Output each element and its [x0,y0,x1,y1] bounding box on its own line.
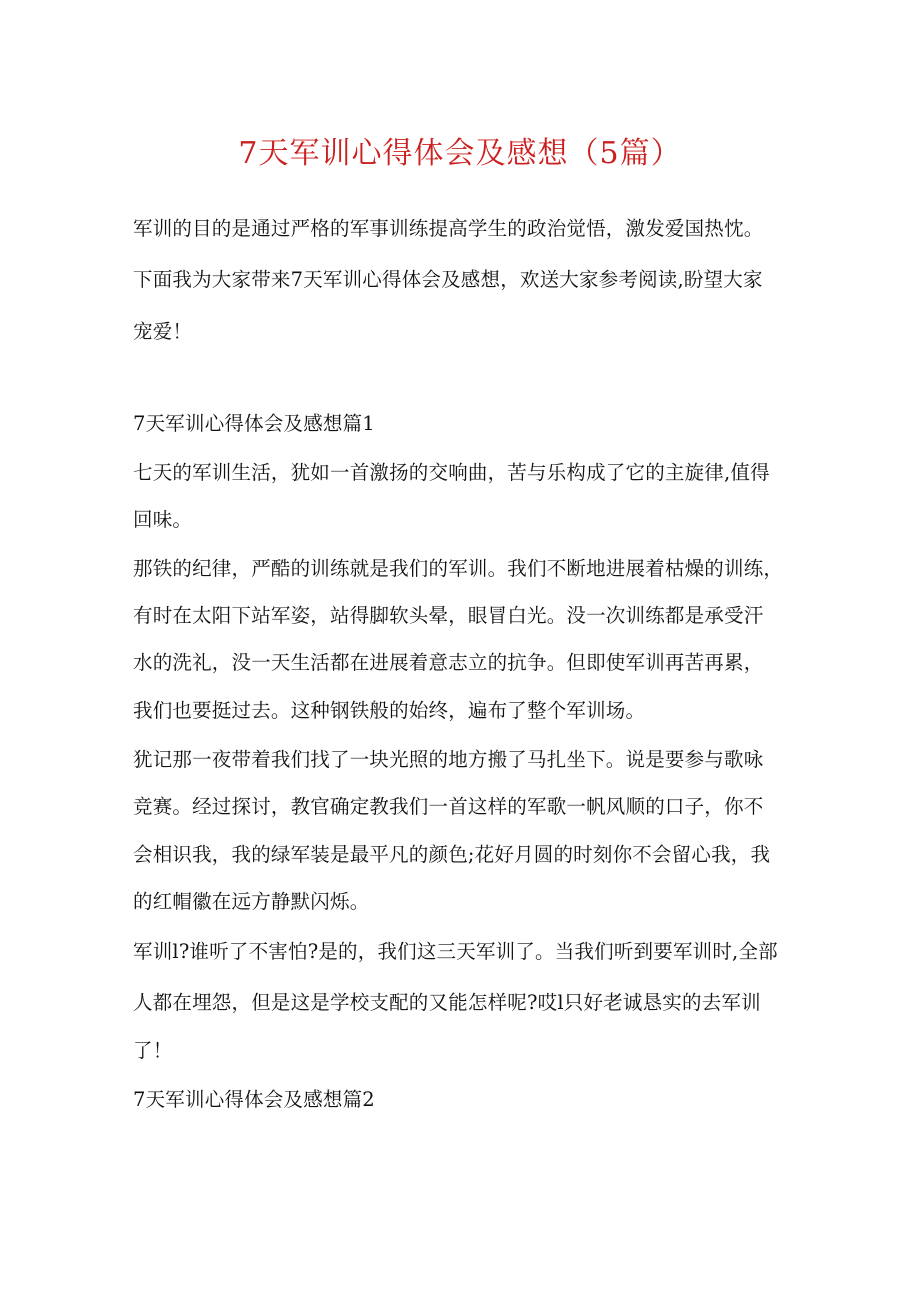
para3-line-2: 竞赛。经过探讨，教官确定教我们一首这样的军歌一帆风顺的口子，你不 [133,795,764,818]
intro-line-1: 军训的目的是通过严格的军事训练提高学生的政治觉悟，激发爱国热忱。 [133,217,764,240]
para1-line-1: 七天的军训生活，犹如一首激扬的交响曲，苦与乐构成了它的主旋律,值得 [133,461,770,484]
para4-line-1: 军训l?谁听了不害怕?是的，我们这三天军训了。当我们听到要军训时,全部 [133,940,778,963]
para2-line-1: 那铁的纪律，严酷的训练就是我们的军训。我们不断地进展着枯燥的训练， [133,557,784,580]
para2-line-4: 我们也要挺过去。这种钢铁般的始终，遍布了整个军训场。 [133,699,646,722]
para4-line-3: 了！ [133,1039,173,1062]
para1-line-2: 回味。 [133,508,193,531]
para2-line-2: 有时在太阳下站军姿，站得脚软头晕，眼冒白光。没一次训练都是承受汗 [133,604,764,627]
intro-line-3: 宠爱！ [133,320,193,343]
para2-line-3: 水的洗礼，没一天生活都在进展着意志立的抗争。但即使军训再苦再累， [133,651,764,674]
para4-line-2: 人都在埋怨，但是这是学校支配的又能怎样呢?哎l只好老诚恳实的去军训 [133,991,761,1014]
document-title: 7天军训心得体会及感想（5篇） [238,136,682,171]
section-heading-2: 7天军训心得体会及感想篇2 [133,1088,375,1111]
para3-line-4: 的红帽徽在远方静默闪烁。 [133,890,370,913]
para3-line-3: 会相识我，我的绿军装是最平凡的颜色;花好月圆的时刻你不会留心我，我 [133,843,771,866]
section-heading-1: 7天军训心得体会及感想篇1 [133,412,375,435]
intro-line-2: 下面我为大家带来7天军训心得体会及感想，欢送大家参考阅读,盼望大家 [133,268,763,291]
para3-line-1: 犹记那一夜带着我们找了一块光照的地方搬了马扎坐下。说是要参与歌咏 [133,748,764,771]
